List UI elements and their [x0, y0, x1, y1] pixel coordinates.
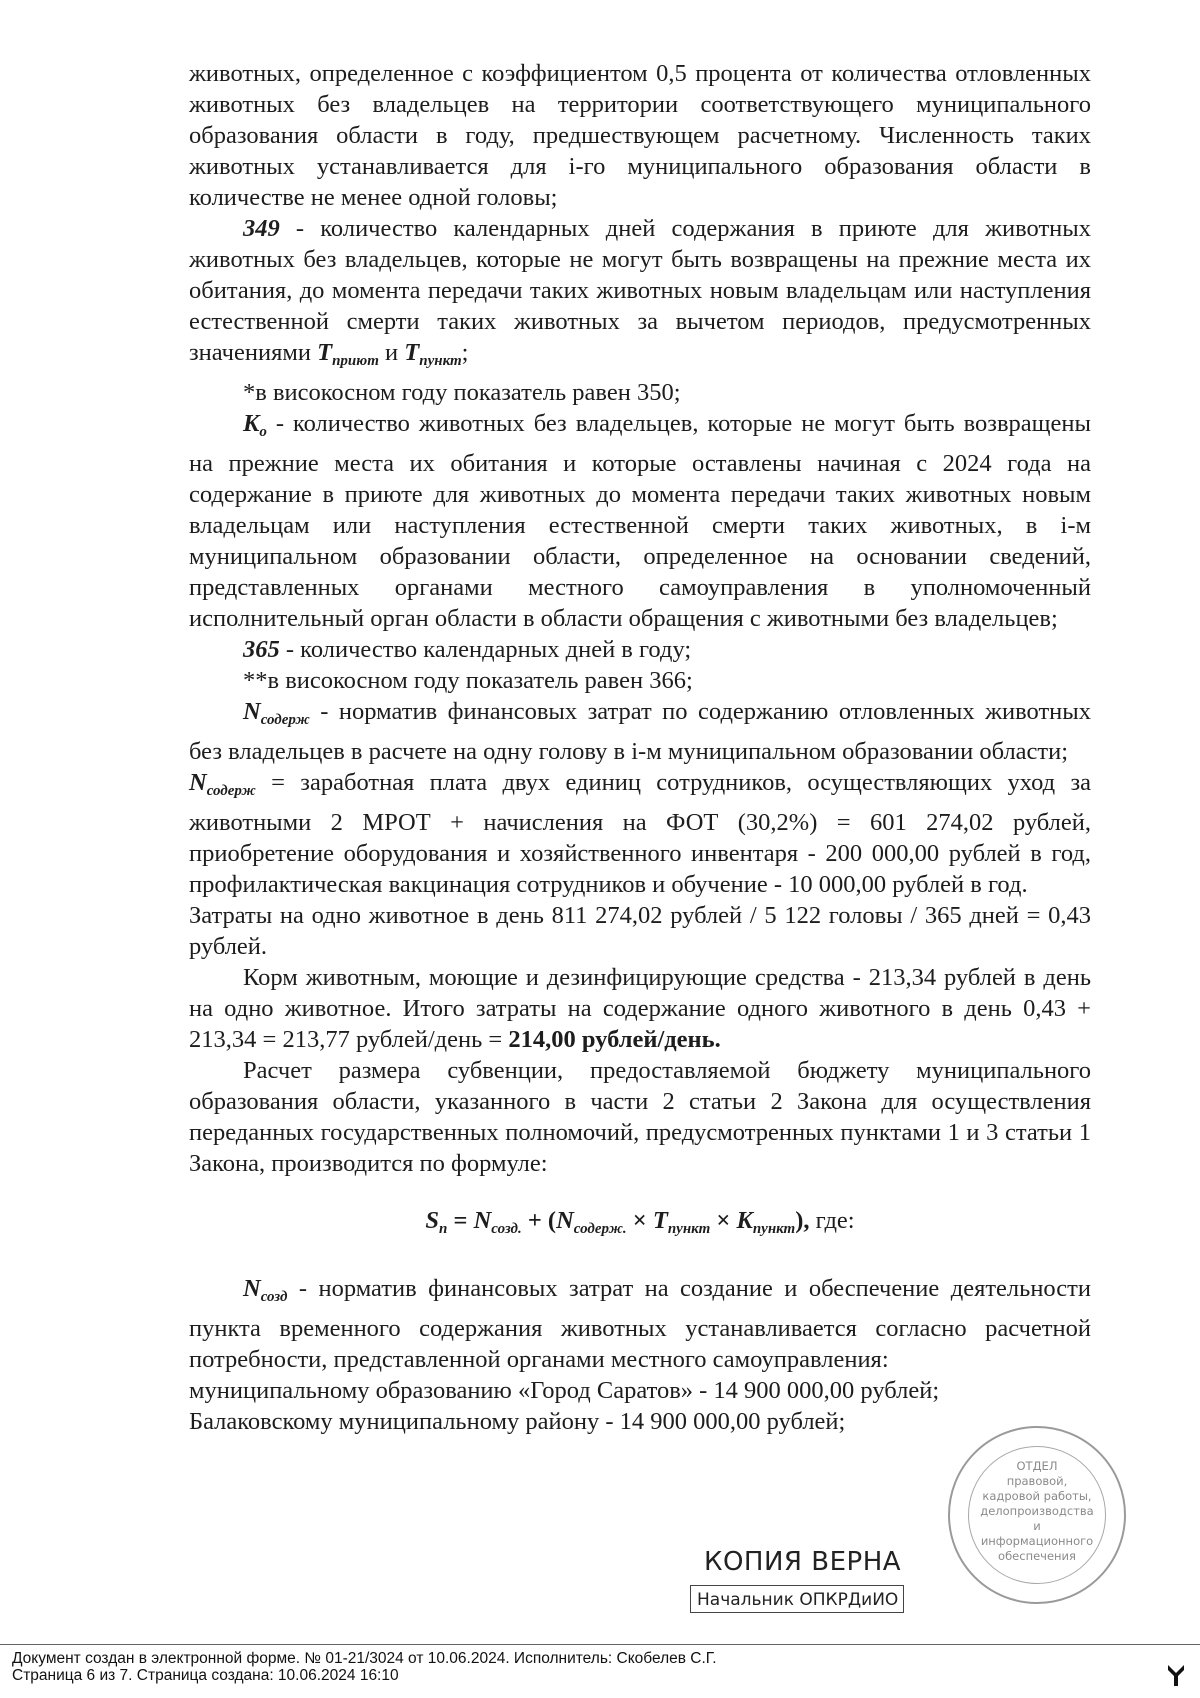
symbol-t-priyut: $T_{приют}$ — [317, 339, 379, 369]
paragraph-n-soderzh-calc-text: = заработная плата двух единиц сотрудников, осуществляющих уход за животными 2 МРОТ + начисления на ФОТ (30,2%) = 601 274,02 рублей, приобретение оборудования и хозяйственного инвентаря - 200 000,00 рублей в год, профилактическая вакцинация сотрудников и обучение - 10 000,00 рублей в год. — [189, 769, 1091, 898]
paragraph-n-soderzh-calc — [189, 767, 1091, 900]
stamp-inner-text: ОТДЕЛ правовой, кадровой работы, делопроизводства и информационного обеспечения — [968, 1446, 1106, 1584]
paragraph-ko — [189, 408, 1091, 634]
formula-sn: $S_n = N_{созд.} + (N_{содерж.} \times T_{пункт} \times K_{пункт})$, где: — [425, 1207, 855, 1237]
paragraph-food-cost-text: Корм животным, моющие и дезинфицирующие средства - 213,34 рублей в день на одно животное. Итого затраты на содержание одного животного в день 0,43 + 213,34 = 213,77 рублей/день = — [189, 964, 1091, 1053]
paragraph-349-text: - количество календарных дней содержания в приюте для животных животных без владельцев, которые не могут быть возвращены на прежние места их обитания, до момента передачи таких животных новым владельцам или наступления естественной смерти таких животных за вычетом периодов, предусмотренных значениями — [189, 215, 1091, 366]
value-349: 349 — [243, 215, 280, 242]
paragraph-balakovo: Балаковскому муниципальному району - 14 900 000,00 рублей; — [189, 1408, 846, 1435]
value-365: 365 — [243, 636, 280, 663]
paragraph-n-soderzh-text: - норматив финансовых затрат по содержанию отловленных животных без владельцев в расчете на одну голову в i-м муниципальном образовании области; — [189, 698, 1091, 765]
paragraph-leap-350: *в високосном году показатель равен 350; — [243, 379, 681, 406]
paragraph-n-sozd-text: - норматив финансовых затрат на создание и обеспечение деятельности пункта временного содержания животных устанавливается согласно расчетной потребности, представленной органами местного самоуправления: — [189, 1275, 1091, 1373]
paragraph-365-text: - количество календарных дней в году; — [279, 636, 692, 663]
conjunction: и — [378, 339, 405, 366]
paragraph-349-days — [189, 213, 1091, 377]
paragraph-subvention-calc: Расчет размера субвенции, предоставляемой бюджету муниципального образования области, указанного в части 2 статьи 2 Закона для осуществления переданных государственных полномочий, предусмотренных пунктами 1 и 3 статьи 1 Закона, производится по формуле: — [189, 1057, 1091, 1177]
symbol-t-punkt: $T_{пункт}$ — [404, 339, 462, 369]
footer-document-info: Документ создан в электронной форме. № 01-21/3024 от 10.06.2024. Исполнитель: Скобелев С.Г. — [12, 1650, 717, 1667]
footer-divider — [0, 1644, 1200, 1645]
round-department-stamp — [948, 1426, 1126, 1604]
symbol-n-soderzh: $N_{содерж}$ — [243, 698, 310, 728]
symbol-ko: $K_o$ — [243, 410, 267, 440]
copy-certified-position: Начальник ОПКРДиИО — [690, 1585, 904, 1613]
paragraph-n-sozd — [189, 1273, 1091, 1375]
total-per-day: 214,00 рублей/день. — [508, 1026, 721, 1053]
paragraph-saratov: муниципальному образованию «Город Саратов» - 14 900 000,00 рублей; — [189, 1377, 940, 1404]
paragraph-food-cost — [189, 962, 1091, 1055]
paragraph-n-soderzh-definition — [189, 696, 1091, 767]
symbol-n-sozd: $N_{созд}$ — [243, 1275, 288, 1305]
paragraph-leap-366: **в високосном году показатель равен 366; — [243, 667, 693, 694]
copy-certified-title: КОПИЯ ВЕРНА — [704, 1547, 902, 1577]
paragraph-365-days — [189, 634, 1091, 665]
paragraph-animals-coefficient: животных, определенное с коэффициентом 0,5 процента от количества отловленных животных без владельцев на территории соответствующего муниципального образования области в году, предшествующем расчетному. Численность таких животных устанавливается для i-го муниципального образования области в количестве не менее одной головы; — [189, 60, 1091, 211]
paragraph-ko-text: - количество животных без владельцев, которые не могут быть возвращены на прежние места их обитания и которые оставлены начиная с 2024 года на содержание в приюте для животных до момента передачи таких животных новым владельцам или наступления естественной смерти таких животных, в i-м муниципальном образовании области, определенное на основании сведений, представленных органами местного самоуправления в уполномоченный исполнительный орган области в области обращения с животными без владельцев; — [189, 410, 1091, 632]
footer-page-info: Страница 6 из 7. Страница создана: 10.06.2024 16:10 — [12, 1667, 399, 1684]
document-body — [189, 58, 1091, 1437]
copy-certified-stamp — [690, 1545, 908, 1621]
paragraph-cost-per-animal: Затраты на одно животное в день 811 274,02 рублей / 5 122 головы / 365 дней = 0,43 рублей. — [189, 902, 1091, 960]
symbol-n-soderzh-calc: $N_{содерж}$ — [189, 769, 256, 799]
system-logo-icon — [1166, 1662, 1186, 1688]
electronic-document-footer — [12, 1650, 717, 1684]
punctuation: ; — [461, 339, 469, 366]
